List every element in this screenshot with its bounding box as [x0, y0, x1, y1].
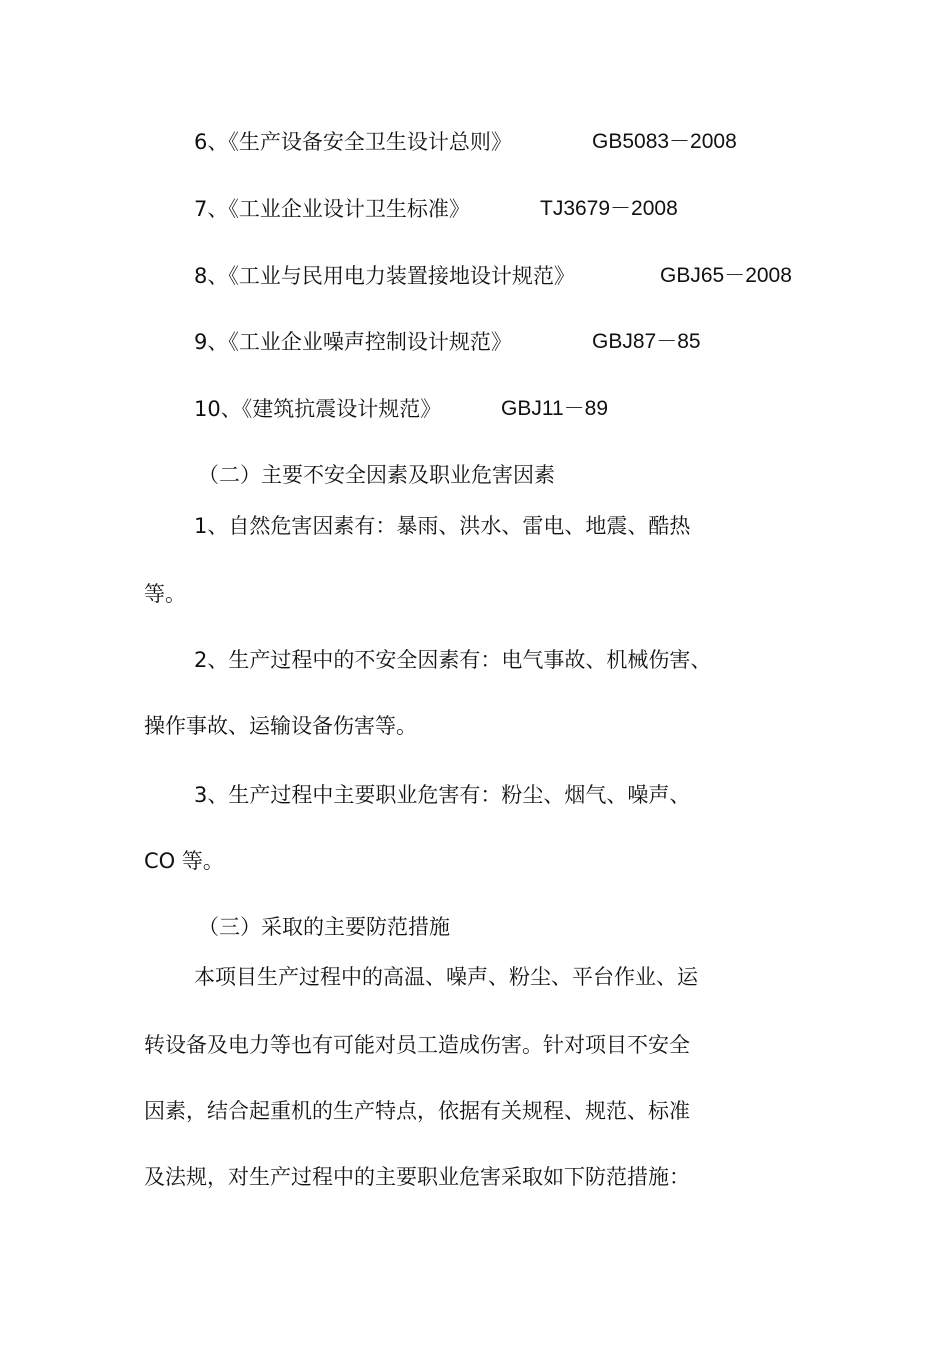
- standard-9-code: GBJ87－85: [592, 330, 701, 353]
- standard-8-code: GBJ65－2008: [660, 264, 792, 287]
- standard-10-code: GBJ11－89: [501, 397, 608, 420]
- section-2-item-2-line-1: 2、生产过程中的不安全因素有：电气事故、机械伤害、: [194, 648, 712, 672]
- section-2-item-2-line-2: 操作事故、运输设备伤害等。: [144, 714, 417, 738]
- section-2-item-1-line-1: 1、自然危害因素有：暴雨、洪水、雷电、地震、酷热: [194, 514, 691, 538]
- section-2-item-3-line-1: 3、生产过程中主要职业危害有：粉尘、烟气、噪声、: [194, 783, 691, 807]
- standard-7-code: TJ3679－2008: [540, 197, 678, 220]
- standard-8-title: 8、《工业与民用电力装置接地设计规范》: [194, 264, 575, 288]
- section-3-paragraph-line-4: 及法规，对生产过程中的主要职业危害采取如下防范措施：: [144, 1165, 690, 1189]
- standard-9-title: 9、《工业企业噪声控制设计规范》: [194, 330, 512, 354]
- section-3-paragraph-line-3: 因素，结合起重机的生产特点，依据有关规程、规范、标准: [144, 1099, 690, 1123]
- standard-6-title: 6、《生产设备安全卫生设计总则》: [194, 130, 512, 154]
- standard-7-title: 7、《工业企业设计卫生标准》: [194, 197, 470, 221]
- section-2-item-3-line-2: CO 等。: [144, 849, 224, 873]
- standard-6-code: GB5083－2008: [592, 130, 737, 153]
- section-3-paragraph-line-1: 本项目生产过程中的高温、噪声、粉尘、平台作业、运: [194, 965, 698, 989]
- section-2-heading: （二）主要不安全因素及职业危害因素: [198, 463, 555, 487]
- section-3-heading: （三）采取的主要防范措施: [198, 915, 450, 939]
- standard-10-title: 10、《建筑抗震设计规范》: [194, 397, 442, 421]
- section-2-item-1-line-2: 等。: [144, 582, 186, 606]
- section-3-paragraph-line-2: 转设备及电力等也有可能对员工造成伤害。针对项目不安全: [144, 1033, 690, 1057]
